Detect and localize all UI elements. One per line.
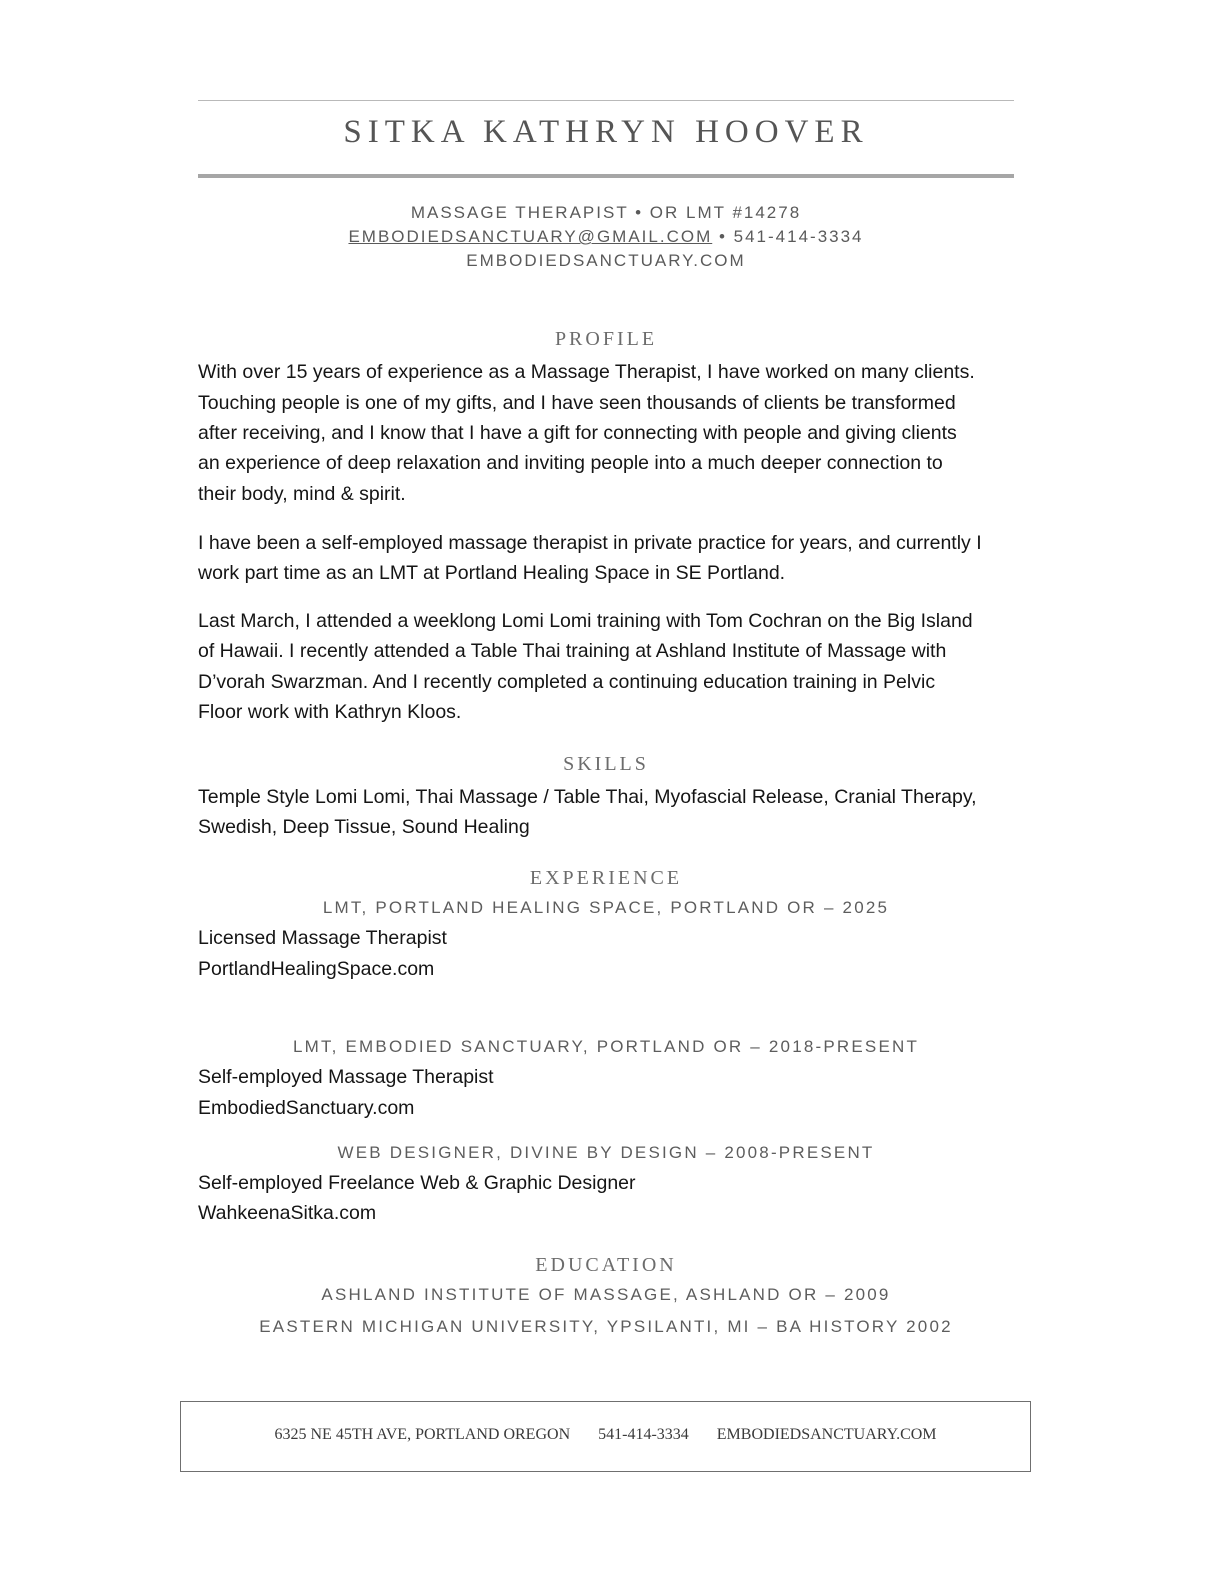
profile-p2-line: work part time as an LMT at Portland Healing Space in SE Portland.: [198, 562, 786, 584]
job-title: LMT, PORTLAND HEALING SPACE, PORTLAND OR – 2025: [322, 898, 890, 917]
job-website[interactable]: PortlandHealingSpace.com: [198, 958, 435, 980]
job-title: LMT, EMBODIED SANCTUARY, PORTLAND OR – 2018-PRESENT: [292, 1037, 920, 1056]
profile-p3-line: Last March, I attended a weeklong Lomi Lomi training with Tom Cochran on the Big Island: [198, 610, 973, 632]
job-description: Self-employed Massage Therapist: [198, 1066, 494, 1088]
skills-line: Temple Style Lomi Lomi, Thai Massage / Table Thai, Myofascial Release, Cranial Therapy,: [198, 786, 977, 808]
job-description: Self-employed Freelance Web & Graphic Designer: [198, 1172, 636, 1194]
profile-p1-line: their body, mind & spirit.: [198, 483, 406, 505]
contact-separator: •: [712, 227, 734, 246]
skills-line: Swedish, Deep Tissue, Sound Healing: [198, 816, 530, 838]
job-website[interactable]: EmbodiedSanctuary.com: [198, 1097, 415, 1119]
resume-name: SITKA KATHRYN HOOVER: [343, 114, 869, 150]
experience-heading: EXPERIENCE: [529, 867, 683, 889]
footer-website[interactable]: EMBODIEDSANCTUARY.COM: [716, 1426, 937, 1443]
profile-p1-line: With over 15 years of experience as a Massage Therapist, I have worked on many clients.: [198, 361, 975, 383]
profile-p2-line: I have been a self-employed massage therapist in private practice for years, and currently I: [198, 532, 982, 554]
skills-heading: SKILLS: [563, 753, 649, 775]
email-link[interactable]: EMBODIEDSANCTUARY@GMAIL.COM: [348, 227, 713, 246]
profile-p3-line: D’vorah Swarzman. And I recently completed a continuing education training in Pelvic: [198, 671, 936, 693]
profile-p1-line: after receiving, and I know that I have a gift for connecting with people and giving clients: [198, 422, 957, 444]
profile-p3-line: Floor work with Kathryn Kloos.: [198, 701, 462, 723]
header-top-rule: [198, 100, 1014, 101]
profile-p3-line: of Hawaii. I recently attended a Table Thai training at Ashland Institute of Massage with: [198, 640, 947, 662]
website-line: EMBODIEDSANCTUARY.COM: [466, 251, 746, 270]
education-entry: ASHLAND INSTITUTE OF MASSAGE, ASHLAND OR – 2009: [321, 1285, 891, 1304]
job-title: WEB DESIGNER, DIVINE BY DESIGN – 2008-PRESENT: [337, 1143, 875, 1162]
job-website[interactable]: WahkeenaSitka.com: [198, 1202, 377, 1224]
header-bottom-rule: [198, 174, 1014, 178]
job-description: Licensed Massage Therapist: [198, 927, 447, 949]
profile-heading: PROFILE: [554, 328, 658, 350]
contact-line: [198, 227, 1014, 247]
footer: [180, 1426, 1031, 1444]
education-heading: EDUCATION: [535, 1254, 677, 1276]
education-entry: EASTERN MICHIGAN UNIVERSITY, YPSILANTI, MI – BA HISTORY 2002: [259, 1317, 953, 1336]
footer-address: 6325 NE 45TH AVE, PORTLAND OREGON: [274, 1426, 571, 1443]
profile-p1-line: Touching people is one of my gifts, and I have seen thousands of clients be transformed: [198, 392, 956, 414]
title-line: MASSAGE THERAPIST • OR LMT #14278: [410, 203, 802, 222]
profile-p1-line: an experience of deep relaxation and inviting people into a much deeper connection to: [198, 452, 943, 474]
footer-phone: 541-414-3334: [598, 1426, 689, 1443]
phone-number: 541-414-3334: [733, 227, 864, 246]
